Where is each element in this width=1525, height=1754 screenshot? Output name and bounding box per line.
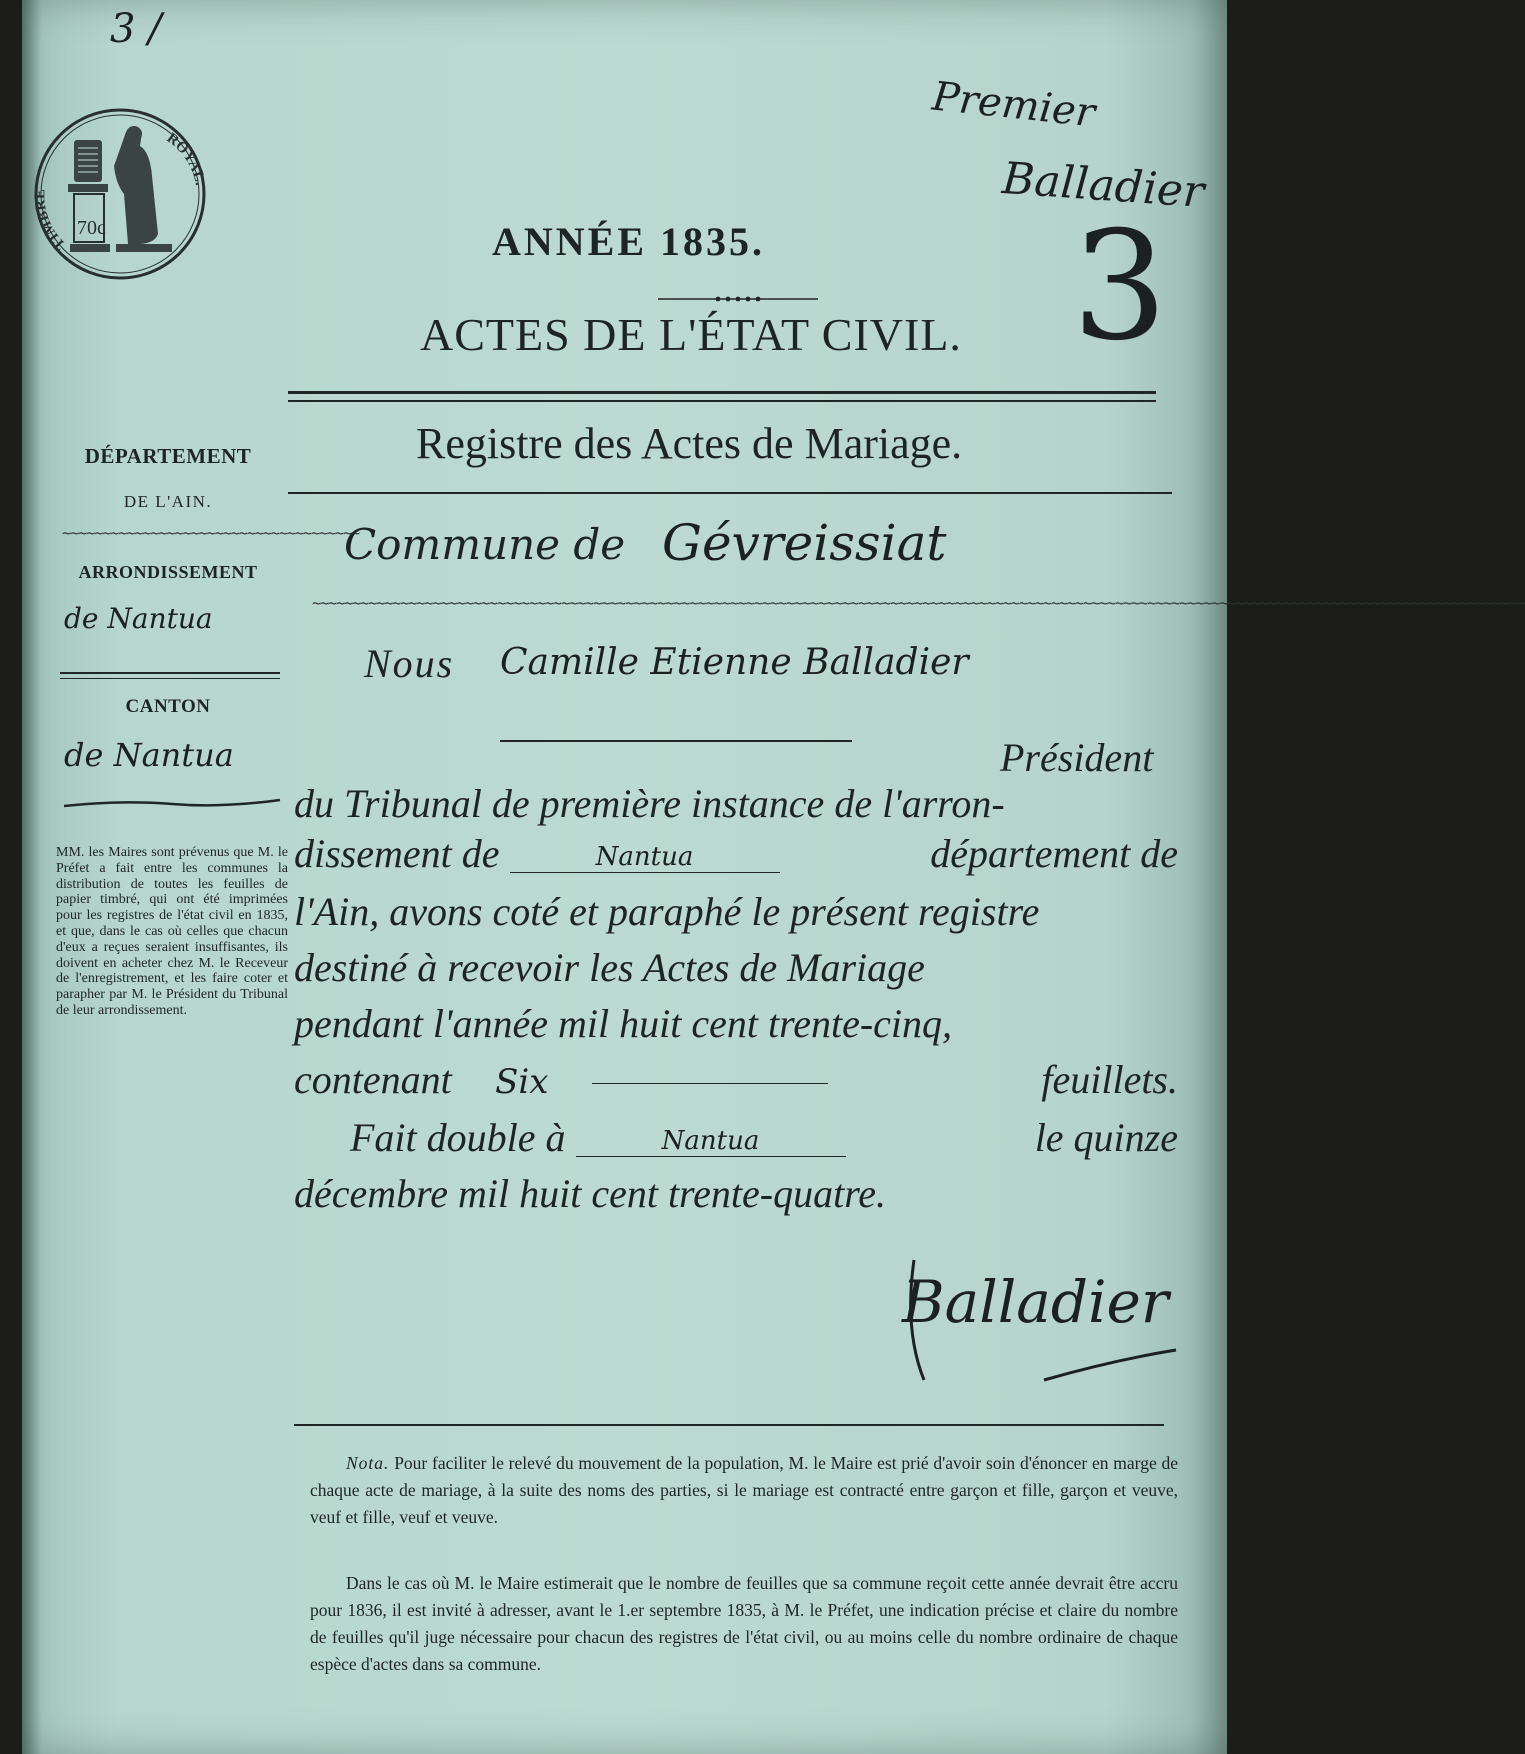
- arrondissement-label: ARRONDISSEMENT: [78, 562, 258, 582]
- text-tribunal: du Tribunal de première instance de l'arron-: [294, 781, 1005, 826]
- commune-wavy-rule: ~~~~~~~~~~~~~~~~~~~~~~~~~~~~~~~~~~~~~~~~~~~~~~~~~~~~~~~~~~~~~~~~~~~~~~~~~~~~~~~~~~~~~~~~~~~~~~~~~~~~~~~~~~~~~~~~~~~~~~~~~~~~~~~~~~~~~~~~~~~~~~~~~~~~~~~: [312, 594, 1525, 612]
- stamp-value: 70c: [77, 217, 106, 239]
- department-label: DÉPARTEMENT: [84, 444, 252, 468]
- nota-rule: [294, 1424, 1164, 1426]
- svg-text:ROYAL.: [164, 130, 208, 187]
- title-rule-thin: [288, 400, 1156, 402]
- commune-value: Gévreissiat: [662, 514, 947, 572]
- corner-mark: 3 /: [110, 6, 162, 52]
- text-date: décembre mil huit cent trente-quatre.: [294, 1171, 887, 1216]
- register-rule: [288, 492, 1172, 494]
- ornament: [658, 290, 818, 298]
- le-quinze-label: le quinze: [1034, 1115, 1178, 1160]
- year-heading: ANNÉE 1835.: [492, 219, 766, 264]
- margin-note-balladier: Balladier: [1000, 153, 1206, 218]
- fait-double-label: Fait double à: [350, 1115, 566, 1160]
- contenant-label: contenant: [294, 1057, 452, 1102]
- text-fait-double: [350, 1114, 1178, 1161]
- contenant-blank-line: [592, 1083, 828, 1084]
- nous-value: Camille Etienne Balladier: [500, 642, 969, 683]
- nota-label: Nota.: [346, 1453, 390, 1473]
- margin-note-number: 3: [1072, 200, 1168, 374]
- text-dissement-b: département de: [930, 831, 1178, 876]
- contenant-value: Six: [495, 1062, 549, 1102]
- text-destine: destiné à recevoir les Actes de Mariage: [294, 945, 925, 990]
- signature: Balladier: [902, 1268, 1169, 1336]
- nota-paragraph-1: [310, 1450, 1178, 1531]
- margin-note-premier: Premier: [930, 73, 1098, 137]
- register-heading: Registre des Actes de Mariage.: [416, 419, 963, 468]
- text-dissement-a: dissement de: [294, 831, 500, 876]
- main-title: ACTES DE L'ÉTAT CIVIL.: [420, 309, 962, 360]
- svg-text:TIMBRE: [32, 189, 69, 253]
- text-dissement: [294, 830, 1178, 877]
- stamp-arc-right: ROYAL.: [163, 130, 208, 187]
- president-label: Président: [1000, 735, 1154, 780]
- canton-value: de Nantua: [64, 736, 234, 774]
- text-contenant: [294, 1056, 1178, 1103]
- nous-label: Nous: [364, 641, 455, 686]
- sidebar-rule-a: [60, 672, 280, 674]
- title-rule-thick: [288, 391, 1156, 394]
- text-ain: l'Ain, avons coté et paraphé le présent registre: [294, 889, 1040, 934]
- signature-flourish: [894, 1250, 1184, 1390]
- arrondissement-value: de Nantua: [64, 602, 213, 635]
- arrondissement-handwritten: Nantua: [510, 842, 780, 873]
- maires-notice: MM. les Maires sont prévenus que M. le Préfet a fait entre les communes la distribution de toutes les feuilles de papier timbré, qui ont été imprimées pour les registres de l'état civil en 1835, et que, dans le cas où celles que chacun d'eux a reçues seraient insuffisantes, ils doivent en acheter chez M. le Receveur de l'enregistrement, et les faire coter et parapher par M. le Président du Tribunal de leur arrondissement.: [56, 845, 288, 1018]
- text-pendant: pendant l'année mil huit cent trente-cinq,: [294, 1001, 953, 1046]
- department-name: DE L'AIN.: [123, 492, 213, 511]
- commune-label: Commune de: [344, 520, 626, 569]
- feuillets-label: feuillets.: [1041, 1057, 1178, 1102]
- sidebar-rule-b: [60, 678, 280, 679]
- sidebar-flourish: [62, 796, 282, 810]
- register-page: [22, 0, 1525, 1754]
- president-blank-line: [500, 740, 852, 742]
- nota-paragraph-2: Dans le cas où M. le Maire estimerait que le nombre de feuilles que sa commune reçoit cette année devrait être accru pour 1836, il est invité à adresser, avant le 1.er septembre 1835, à M. le Préfet, une indication précise et claire du nombre de feuilles qu'il juge nécessaire pour chacun des registres de l'état civil, ou au moins celle du nombre ordinaire de chaque espèce d'actes dans sa commune.: [310, 1573, 1178, 1674]
- nota-text-1: Pour faciliter le relevé du mouvement de la population, M. le Maire est prié d'avoir soin d'énoncer en marge de chaque acte de mariage, à la suite des noms des parties, si le mariage est contracté entre garçon et fille, garçon et veuve, veuf et fille, veuf et veuve.: [310, 1453, 1179, 1527]
- fait-value: Nantua: [576, 1126, 846, 1157]
- royal-stamp: [30, 104, 210, 284]
- stamp-arc-left: TIMBRE: [32, 188, 69, 253]
- canton-label: CANTON: [125, 696, 211, 717]
- sidebar-wavy-1: ~~~~~~~~~~~~~~~~~~~~~~~~~~~~~~~~~~~~~: [62, 524, 360, 542]
